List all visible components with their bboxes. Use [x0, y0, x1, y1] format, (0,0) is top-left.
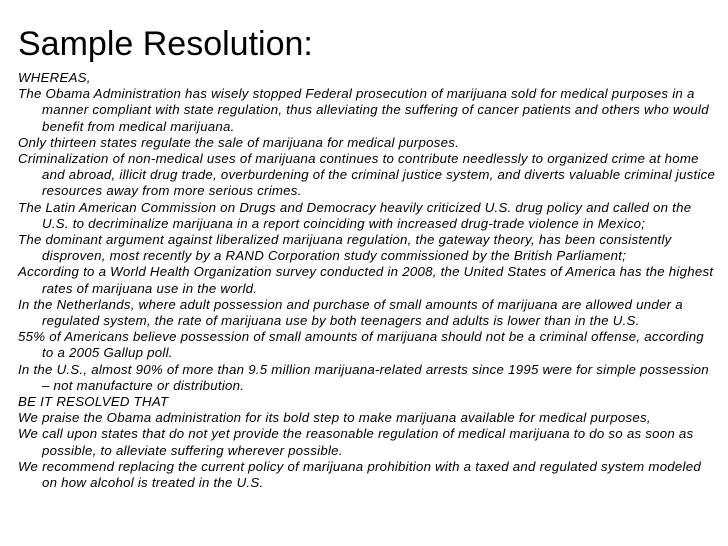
resolution-paragraph: BE IT RESOLVED THAT	[18, 394, 169, 410]
resolution-body	[18, 70, 718, 491]
slide-title: Sample Resolution:	[18, 25, 313, 63]
resolution-paragraph: We recommend replacing the current policy of marijuana prohibition with a taxed and regulated system modeled on how alcohol is treated in the U.S.	[18, 458, 701, 491]
resolution-paragraph: 55% of Americans believe possession of small amounts of marijuana should not be a criminal offense, according to a 2005 Gallup poll.	[18, 329, 704, 361]
resolution-paragraph: Only thirteen states regulate the sale of marijuana for medical purposes.	[18, 134, 460, 150]
resolution-paragraph: We call upon states that do not yet provide the reasonable regulation of medical marijuana to do so as soon as possible, to alleviate suffering wherever possible.	[18, 426, 694, 458]
resolution-paragraph: According to a World Health Organization survey conducted in 2008, the United States of America has the highest rates of marijuana use in the world.	[18, 264, 714, 296]
resolution-paragraph: The dominant argument against liberalized marijuana regulation, the gateway theory, has been consistently disproven, most recently by a RAND Corporation study commissioned by the British Parliament;	[18, 232, 672, 264]
resolution-paragraph: We praise the Obama administration for its bold step to make marijuana available for medical purposes,	[18, 410, 651, 426]
resolution-paragraph: Criminalization of non-medical uses of marijuana continues to contribute needlessly to organized crime at home and abroad, illicit drug trade, overburdening of the criminal justice system, and diverts valuable criminal justice resources away from more serious crimes.	[18, 151, 716, 199]
resolution-paragraph: In the Netherlands, where adult possession and purchase of small amounts of marijuana are allowed under a regulated system, the rate of marijuana use by both teenagers and adults is lower than in the U.S.	[18, 296, 683, 329]
resolution-paragraph: The Latin American Commission on Drugs and Democracy heavily criticized U.S. drug policy and called on the U.S. to decriminalize marijuana in a report coinciding with increased drug-trade violence in Mexico;	[18, 199, 692, 231]
resolution-paragraph: WHEREAS,	[18, 70, 91, 85]
resolution-paragraph: In the U.S., almost 90% of more than 9.5 million marijuana-related arrests since 1995 were for simple possession – not manufacture or distribution.	[18, 361, 709, 393]
resolution-paragraph: The Obama Administration has wisely stopped Federal prosecution of marijuana sold for medical purposes in a manner compliant with state regulation, thus alleviating the suffering of cancer patients and others who would benefit from medical marijuana.	[18, 86, 709, 134]
